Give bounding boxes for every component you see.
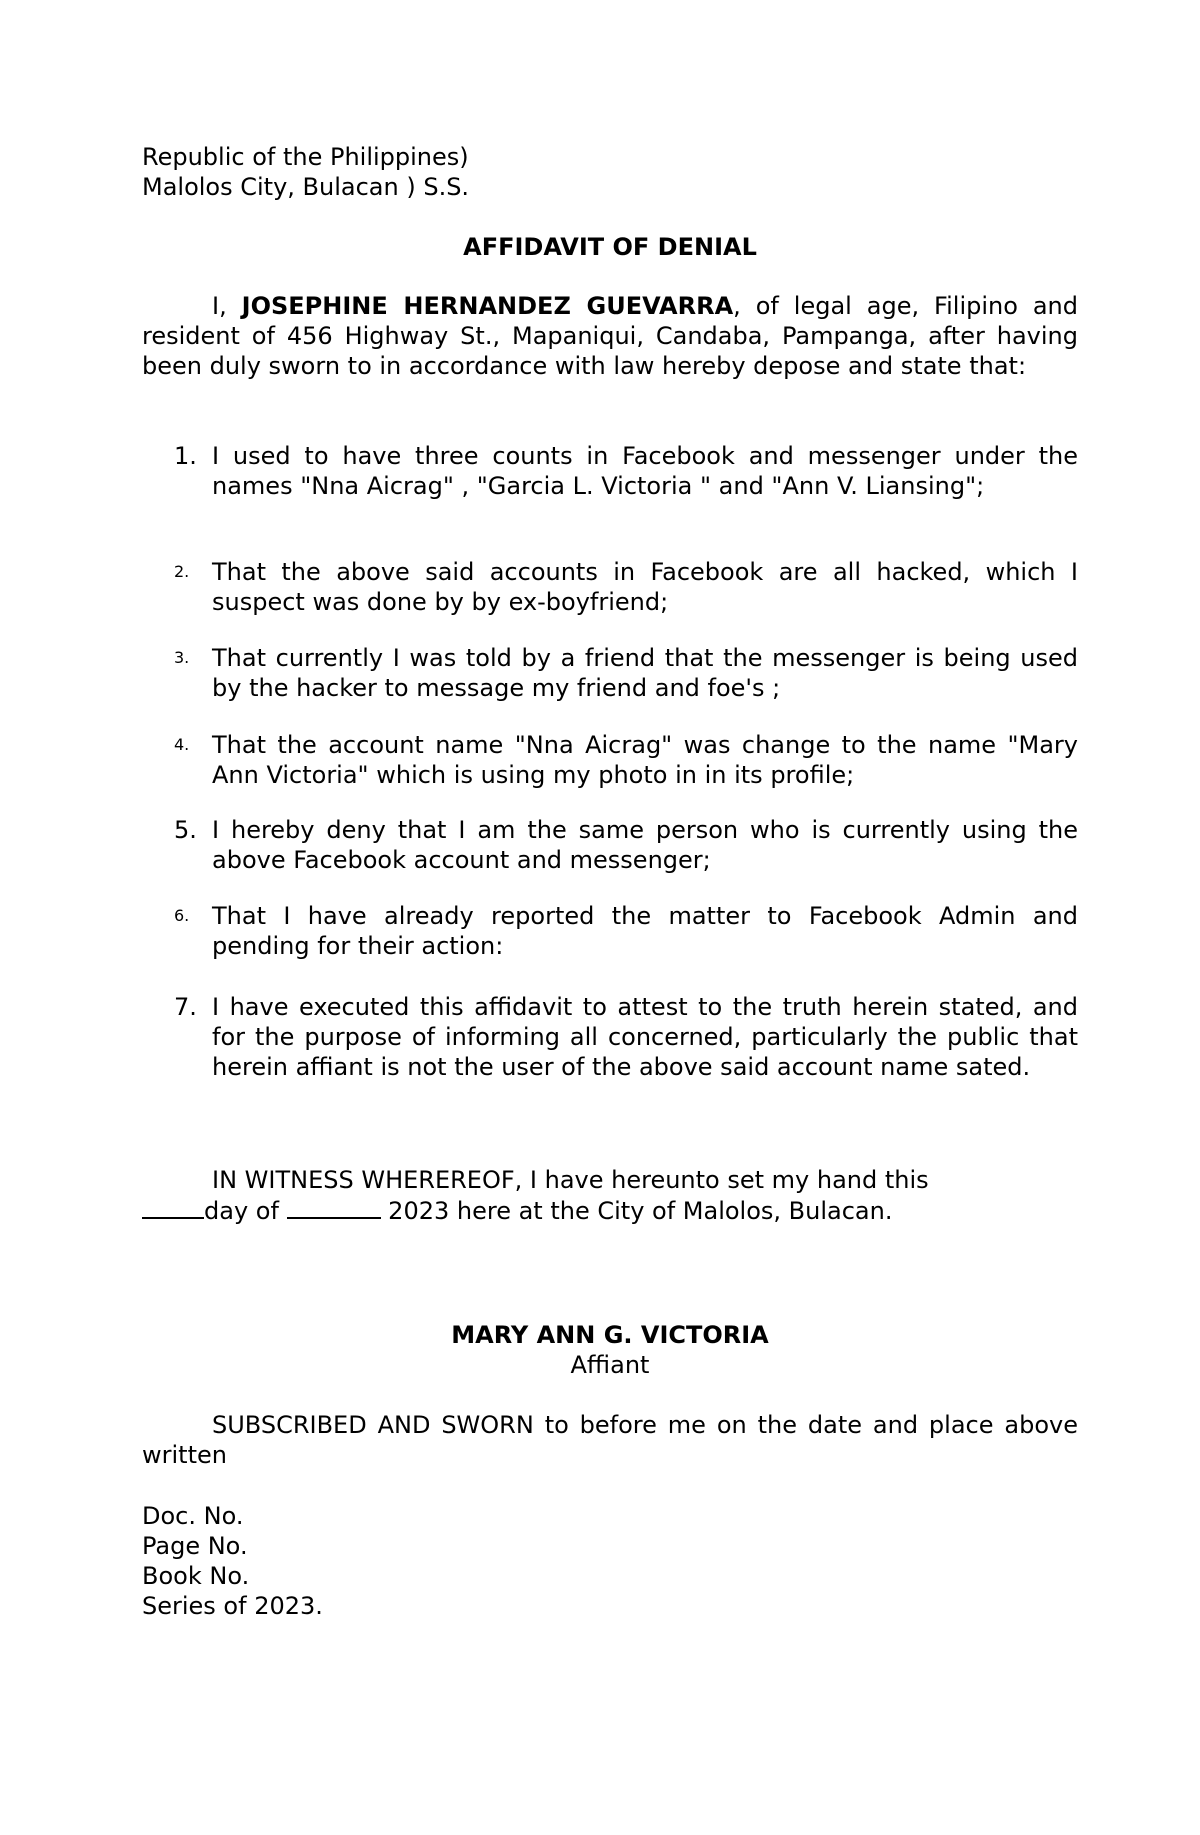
list-item bbox=[174, 441, 1078, 501]
list-item-text: That I have already reported the matter to Facebook Admin and pending for their action: bbox=[212, 902, 1078, 960]
list-item bbox=[174, 643, 1078, 703]
affiant-label: Affiant bbox=[570, 1351, 650, 1379]
list-item-text: I used to have three counts in Facebook and messenger under the names "Nna Aicrag" , "Garcia L. Victoria " and "Ann V. Liansing"; bbox=[212, 442, 1078, 500]
list-item-number: 7. bbox=[174, 993, 197, 1021]
venue-block bbox=[142, 142, 1078, 202]
intro-prefix: I, bbox=[212, 292, 242, 320]
list-item bbox=[174, 992, 1078, 1082]
witness-day-of: day of bbox=[204, 1197, 279, 1225]
doc-number: Doc. No. bbox=[142, 1502, 244, 1530]
list-item-number: 4. bbox=[174, 735, 190, 754]
venue-city: Malolos City, Bulacan ) S.S. bbox=[142, 173, 470, 201]
document-title: AFFIDAVIT OF DENIAL bbox=[463, 233, 757, 261]
list-item-number: 3. bbox=[174, 648, 190, 667]
intro-rest: , of legal age, Filipino and resident of 456 Highway St., Mapaniqui, Candaba, Pampanga, after having been duly sworn to in accordance with law hereby depose and state that: bbox=[142, 292, 1079, 380]
series-year: Series of 2023. bbox=[142, 1592, 323, 1620]
notary-block bbox=[142, 1501, 1078, 1621]
list-item bbox=[174, 815, 1078, 875]
venue-country: Republic of the Philippines) bbox=[142, 143, 469, 171]
witness-rest: 2023 here at the City of Malolos, Bulacan. bbox=[380, 1197, 893, 1225]
list-item-number: 1. bbox=[174, 442, 197, 470]
list-item-text: That the above said accounts in Facebook are all hacked, which I suspect was done by by ex-boyfriend; bbox=[212, 558, 1078, 616]
day-blank bbox=[142, 1195, 204, 1219]
list-item bbox=[174, 730, 1078, 790]
intro-paragraph bbox=[142, 291, 1078, 381]
month-blank bbox=[287, 1195, 381, 1219]
list-item-text: I hereby deny that I am the same person who is currently using the above Facebook account and messenger; bbox=[212, 816, 1078, 874]
list-item-number: 6. bbox=[174, 906, 190, 925]
list-item bbox=[174, 557, 1078, 617]
list-item-number: 2. bbox=[174, 562, 190, 581]
list-item-number: 5. bbox=[174, 816, 197, 844]
witness-line-1: IN WITNESS WHEREREOF, I have hereunto set my hand this bbox=[212, 1166, 929, 1194]
list-item-text: I have executed this affidavit to attest to the truth herein stated, and for the purpose of informing all concerned, particularly the public that herein affiant is not the user of the above said account name sated. bbox=[212, 993, 1078, 1081]
subscribed-paragraph: SUBSCRIBED AND SWORN to before me on the date and place above written bbox=[142, 1411, 1078, 1469]
affiant-full-name: JOSEPHINE HERNANDEZ GUEVARRA bbox=[241, 292, 734, 320]
list-item bbox=[174, 901, 1078, 961]
witness-line-2 bbox=[142, 1195, 1078, 1226]
page-number: Page No. bbox=[142, 1532, 248, 1560]
list-item-text: That currently I was told by a friend that the messenger is being used by the hacker to message my friend and foe's ; bbox=[212, 644, 1078, 702]
affiant-signature-name: MARY ANN G. VICTORIA bbox=[451, 1321, 769, 1349]
witness-paragraph bbox=[142, 1165, 1078, 1226]
book-number: Book No. bbox=[142, 1562, 250, 1590]
list-item-text: That the account name "Nna Aicrag" was change to the name "Mary Ann Victoria" which is using my photo in in its profile; bbox=[212, 731, 1078, 789]
